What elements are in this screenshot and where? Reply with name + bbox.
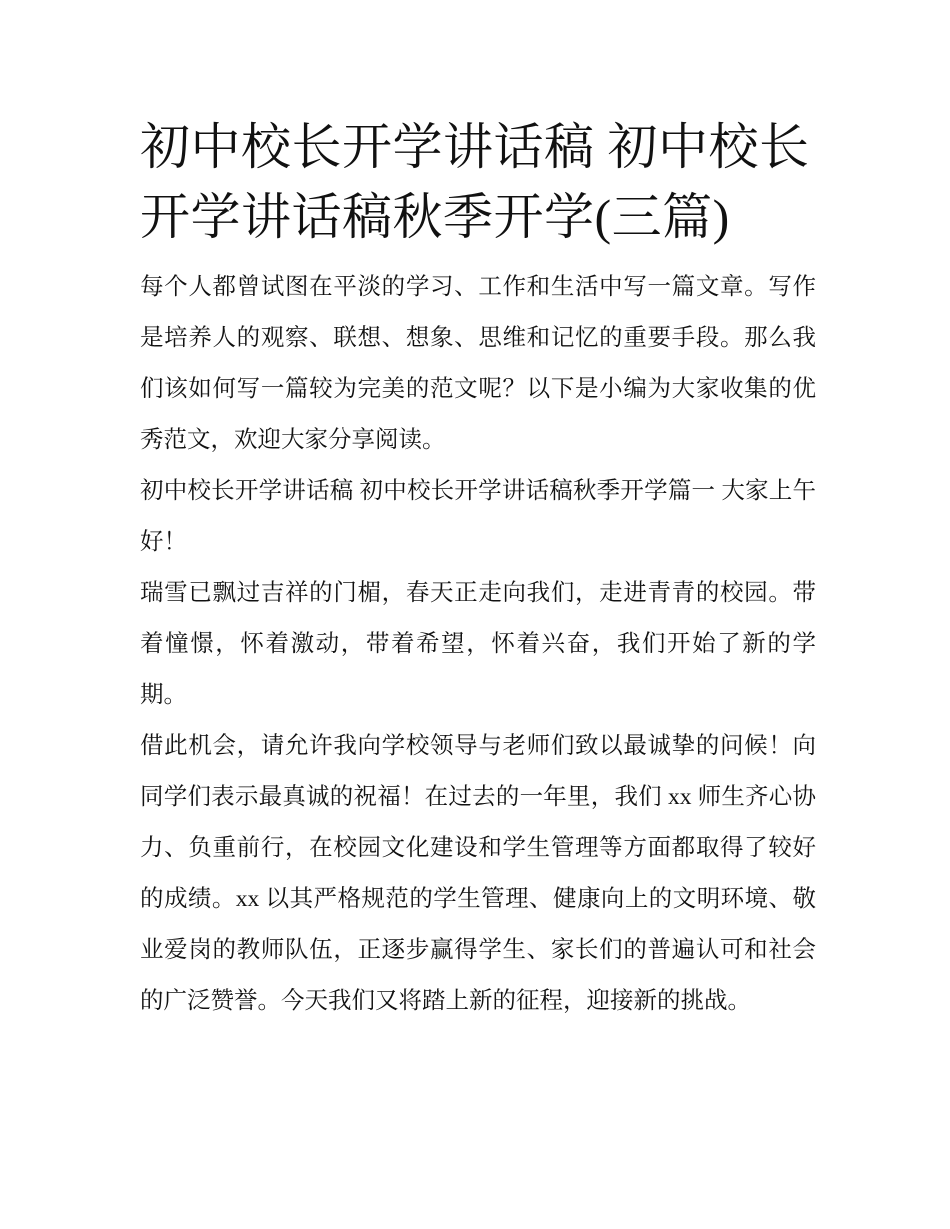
greeting-paragraph: 借此机会，请允许我向学校领导与老师们致以最诚挚的问候！向同学们表示最真诚的祝福！在过去的一年里，我们 xx 师生齐心协力、负重前行，在校园文化建设和学生管理等方面都取得了较好的成绩。xx 以其严格规范的学生管理、健康向上的文明环境、敬业爱岗的教师队伍，正逐步赢得学生、家长们的普遍认可和社会的广泛赞誉。今天我们又将踏上新的征程，迎接新的挑战。 [140, 733, 816, 1014]
document-body [140, 112, 816, 1027]
intro-paragraph: 每个人都曾试图在平淡的学习、工作和生活中写一篇文章。写作是培养人的观察、联想、想象、思维和记忆的重要手段。那么我们该如何写一篇较为完美的范文呢？以下是小编为大家收集的优秀范文，欢迎大家分享阅读。 [140, 274, 816, 453]
speech-heading-paragraph: 初中校长开学讲话稿 初中校长开学讲话稿秋季开学篇一 大家上午好！ [140, 478, 816, 555]
spring-paragraph: 瑞雪已飘过吉祥的门楣，春天正走向我们，走进青青的校园。带着憧憬，怀着激动，带着希望，怀着兴奋，我们开始了新的学期。 [140, 580, 816, 708]
document-title: 初中校长开学讲话稿 初中校长开学讲话稿秋季开学(三篇) [140, 119, 810, 245]
